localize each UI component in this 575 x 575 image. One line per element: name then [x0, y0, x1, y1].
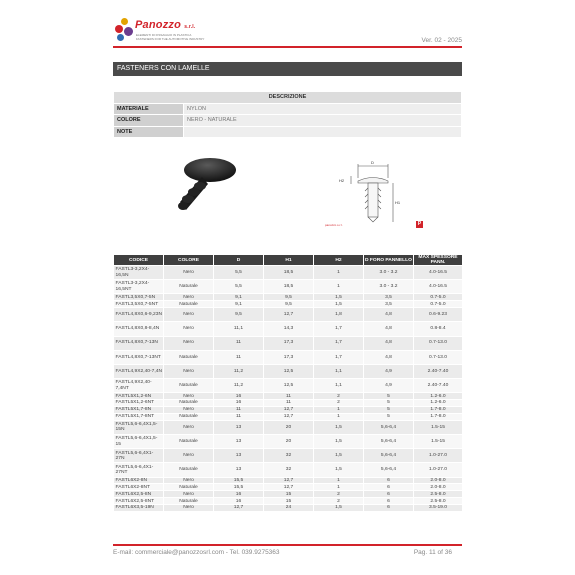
table-cell: 13: [214, 435, 264, 449]
table-cell: Nero: [164, 505, 214, 512]
table-cell: Naturale: [164, 413, 214, 420]
table-cell: 0.7-13.0: [414, 350, 463, 364]
drawing-label-h1: H1: [395, 200, 401, 205]
table-cell: FASTL3,5X0,7-5NT: [114, 301, 164, 308]
table-cell: FASTL6X2-8NT: [114, 484, 164, 491]
table-cell: 15: [264, 498, 314, 505]
column-header: D: [214, 255, 264, 266]
table-cell: FASTL6X2,5-8N: [114, 491, 164, 498]
company-logo: [113, 18, 233, 44]
table-cell: 14,3: [264, 322, 314, 336]
table-cell: Nero: [164, 407, 214, 414]
table-cell: 32: [264, 463, 314, 477]
table-cell: 2: [314, 491, 364, 498]
table-cell: 18,5: [264, 266, 314, 280]
table-cell: 13: [214, 449, 264, 463]
table-cell: 1,5: [314, 420, 364, 434]
footer-contact: E-mail: commerciale@panozzosrl.com - Tel. 039.9275363: [113, 549, 280, 556]
table-cell: FASTL4,8X0,6-9,23N: [114, 308, 164, 322]
table-cell: 12,7: [264, 407, 314, 414]
table-cell: 1: [314, 484, 364, 491]
table-cell: 12,7: [264, 308, 314, 322]
table-cell: 2.40-7.40: [414, 364, 463, 378]
table-cell: Nero: [164, 449, 214, 463]
table-cell: 1.0-27.0: [414, 449, 463, 463]
table-cell: 2: [314, 400, 364, 407]
drawing-badge: P: [417, 221, 422, 227]
table-cell: 12,7: [214, 505, 264, 512]
table-cell: 1,1: [314, 379, 364, 393]
table-cell: 13: [214, 463, 264, 477]
table-cell: FASTL5X1,7-8N: [114, 407, 164, 414]
table-cell: 6: [364, 491, 414, 498]
table-row: [114, 350, 463, 364]
table-cell: 12,7: [264, 484, 314, 491]
table-cell: 1,5: [314, 294, 364, 301]
table-row: [114, 505, 463, 512]
document-version: Ver. 02 - 2025: [421, 37, 462, 44]
table-cell: Nero: [164, 336, 214, 350]
table-cell: 3,5: [364, 294, 414, 301]
table-cell: 2.40-7.40: [414, 379, 463, 393]
table-cell: Nero: [164, 322, 214, 336]
table-cell: 6: [364, 505, 414, 512]
table-cell: 16: [214, 400, 264, 407]
table-cell: 5,6-6,4: [364, 463, 414, 477]
table-cell: 1,7: [314, 350, 364, 364]
description-table: [113, 91, 462, 138]
table-cell: Naturale: [164, 280, 214, 294]
table-cell: FASTL6X2-8N: [114, 477, 164, 484]
table-cell: 11,1: [214, 322, 264, 336]
table-row: [114, 280, 463, 294]
table-cell: 1,7: [314, 336, 364, 350]
column-header: MAX SPESSORE PANN.: [414, 255, 463, 266]
table-cell: 11: [214, 407, 264, 414]
table-cell: Naturale: [164, 484, 214, 491]
table-cell: FASTL5,6-6,4X1,5-15N: [114, 420, 164, 434]
table-cell: 1,5: [314, 301, 364, 308]
table-cell: Nero: [164, 420, 214, 434]
table-row: [114, 393, 463, 400]
table-cell: Nero: [164, 491, 214, 498]
table-cell: 12,5: [264, 364, 314, 378]
table-cell: 4,9: [364, 379, 414, 393]
table-cell: 9,5: [264, 294, 314, 301]
table-cell: 5,6-6,4: [364, 449, 414, 463]
product-table-body: [114, 266, 463, 512]
table-cell: 0.7-5.0: [414, 301, 463, 308]
description-value: NERO - NATURALE: [184, 115, 462, 127]
description-label: COLORE: [114, 115, 184, 127]
table-cell: 4.0-16.5: [414, 280, 463, 294]
table-cell: FASTL5,6-6,4X1-27NT: [114, 463, 164, 477]
table-cell: 5,5: [214, 266, 264, 280]
description-label: MATERIALE: [114, 103, 184, 115]
description-heading: DESCRIZIONE: [114, 92, 462, 104]
table-cell: 1.2-6.0: [414, 393, 463, 400]
table-cell: 3.0 - 3.2: [364, 266, 414, 280]
logo-dots: [113, 18, 135, 44]
table-cell: 4,8: [364, 336, 414, 350]
table-cell: 1: [314, 413, 364, 420]
table-cell: 12,5: [264, 379, 314, 393]
table-cell: 1.7-8.0: [414, 413, 463, 420]
table-cell: 6: [364, 484, 414, 491]
table-cell: 1,1: [314, 364, 364, 378]
table-cell: 1,5: [314, 463, 364, 477]
table-cell: 17,3: [264, 350, 314, 364]
table-cell: 4,8: [364, 322, 414, 336]
description-row: [114, 115, 462, 127]
table-cell: Nero: [164, 477, 214, 484]
technical-drawing: [333, 156, 418, 230]
page-number: Pag. 11 of 36: [413, 549, 452, 556]
table-cell: 2.0-8.0: [414, 477, 463, 484]
table-cell: FASTL3-3,2X4-16,5NT: [114, 280, 164, 294]
table-cell: 1.7-8.0: [414, 407, 463, 414]
table-cell: 1,8: [314, 308, 364, 322]
drawing-watermark-logo: panozzo s.r.l.: [325, 223, 343, 227]
table-row: [114, 322, 463, 336]
table-row: [114, 435, 463, 449]
table-cell: 3.5-19.0: [414, 505, 463, 512]
table-row: [114, 364, 463, 378]
table-cell: 11: [264, 393, 314, 400]
column-header: COLORE: [164, 255, 214, 266]
table-cell: 11,2: [214, 379, 264, 393]
table-cell: Nero: [164, 308, 214, 322]
table-cell: FASTL4,9X2,40-7,4N: [114, 364, 164, 378]
table-cell: 12,7: [264, 413, 314, 420]
table-cell: 11: [214, 336, 264, 350]
table-cell: 1: [314, 280, 364, 294]
table-cell: Naturale: [164, 301, 214, 308]
table-row: [114, 420, 463, 434]
table-cell: Nero: [164, 266, 214, 280]
table-cell: 3,5: [364, 301, 414, 308]
table-cell: 5,5: [214, 280, 264, 294]
table-cell: 1.0-27.0: [414, 463, 463, 477]
table-cell: 3.0 - 3.2: [364, 280, 414, 294]
table-cell: 2.0-8.0: [414, 484, 463, 491]
table-cell: 12,7: [264, 477, 314, 484]
table-cell: 13: [214, 420, 264, 434]
table-cell: 2.5-8.0: [414, 498, 463, 505]
table-cell: 20: [264, 420, 314, 434]
table-cell: 1: [314, 477, 364, 484]
table-row: [114, 336, 463, 350]
table-row: [114, 379, 463, 393]
product-photo: [162, 150, 247, 222]
table-cell: 0.7-5.0: [414, 294, 463, 301]
table-cell: Naturale: [164, 498, 214, 505]
table-cell: Naturale: [164, 400, 214, 407]
table-cell: Nero: [164, 364, 214, 378]
table-cell: FASTL6X3,5-19N: [114, 505, 164, 512]
table-cell: 1,7: [314, 322, 364, 336]
table-cell: Naturale: [164, 463, 214, 477]
table-cell: 1,5: [314, 449, 364, 463]
column-header: H2: [314, 255, 364, 266]
table-cell: Nero: [164, 294, 214, 301]
table-cell: 9,1: [214, 301, 264, 308]
description-row: [114, 103, 462, 115]
table-cell: 1,5: [314, 435, 364, 449]
description-value: [184, 126, 462, 138]
table-row: [114, 484, 463, 491]
table-cell: FASTL5X1,2-6N: [114, 393, 164, 400]
column-header: D FORO PANNELLO: [364, 255, 414, 266]
table-cell: FASTL5X1,7-8NT: [114, 413, 164, 420]
table-row: [114, 301, 463, 308]
table-cell: 32: [264, 449, 314, 463]
table-row: [114, 463, 463, 477]
footer-divider: [113, 544, 462, 546]
table-cell: FASTL4,8X0,8-8,4N: [114, 322, 164, 336]
table-cell: FASTL3,5X0,7-5N: [114, 294, 164, 301]
description-row: [114, 126, 462, 138]
table-row: [114, 413, 463, 420]
drawing-label-d: D: [371, 160, 374, 165]
table-cell: 4,8: [364, 308, 414, 322]
table-cell: FASTL4,9X2,40-7,4NT: [114, 379, 164, 393]
table-cell: 4,8: [364, 350, 414, 364]
table-cell: 11: [264, 400, 314, 407]
table-cell: 16: [214, 393, 264, 400]
table-cell: FASTL6X2,5-8NT: [114, 498, 164, 505]
table-row: [114, 308, 463, 322]
table-cell: 0.6-9.23: [414, 308, 463, 322]
table-cell: 2.5-8.0: [414, 491, 463, 498]
table-cell: 1.5-15: [414, 435, 463, 449]
section-title: FASTENERS CON LAMELLE: [113, 62, 462, 76]
column-header: H1: [264, 255, 314, 266]
table-cell: 0.7-13.0: [414, 336, 463, 350]
table-cell: 5,6-6,4: [364, 435, 414, 449]
table-row: [114, 498, 463, 505]
table-cell: Naturale: [164, 379, 214, 393]
table-cell: 1: [314, 407, 364, 414]
table-cell: 5: [364, 400, 414, 407]
column-header: CODICE: [114, 255, 164, 266]
table-cell: 11: [214, 350, 264, 364]
table-cell: 5: [364, 413, 414, 420]
table-cell: 16: [214, 491, 264, 498]
logo-tagline-1: ELEMENTI DI FISSAGGIO IN PLASTICA: [136, 33, 192, 37]
table-cell: FASTL5,6-6,4X1,5-15: [114, 435, 164, 449]
table-cell: 15: [264, 491, 314, 498]
table-row: [114, 449, 463, 463]
table-cell: 4,9: [364, 364, 414, 378]
table-cell: 20: [264, 435, 314, 449]
table-cell: FASTL3-3,2X4-16,5N: [114, 266, 164, 280]
table-cell: 11: [214, 413, 264, 420]
table-cell: Naturale: [164, 435, 214, 449]
drawing-label-h2: H2: [339, 178, 345, 183]
table-row: [114, 294, 463, 301]
description-header-row: [114, 92, 462, 104]
table-cell: FASTL5X1,2-6NT: [114, 400, 164, 407]
logo-tagline-2: FASTENERS FOR THE AUTOMOTIVE INDUSTRY: [136, 37, 205, 41]
table-cell: 9,1: [214, 294, 264, 301]
table-row: [114, 400, 463, 407]
table-cell: 17,3: [264, 336, 314, 350]
table-row: [114, 266, 463, 280]
table-row: [114, 407, 463, 414]
table-cell: 15,5: [214, 477, 264, 484]
table-row: [114, 491, 463, 498]
table-cell: 6: [364, 477, 414, 484]
table-cell: 16: [214, 498, 264, 505]
table-cell: 15,5: [214, 484, 264, 491]
description-value: NYLON: [184, 103, 462, 115]
table-cell: 9,5: [214, 308, 264, 322]
product-table-header: [114, 255, 463, 266]
table-cell: 24: [264, 505, 314, 512]
table-cell: 18,5: [264, 280, 314, 294]
header-divider: [113, 46, 462, 48]
table-cell: 4.0-16.5: [414, 266, 463, 280]
table-cell: FASTL4,8X0,7-13NT: [114, 350, 164, 364]
table-cell: Nero: [164, 393, 214, 400]
table-cell: 1,5: [314, 505, 364, 512]
logo-brand: Panozzo s.r.l.: [135, 19, 196, 31]
table-cell: 5: [364, 407, 414, 414]
table-cell: 2: [314, 498, 364, 505]
table-cell: 6: [364, 498, 414, 505]
table-cell: Naturale: [164, 350, 214, 364]
table-cell: 5: [364, 393, 414, 400]
table-cell: FASTL4,8X0,7-13N: [114, 336, 164, 350]
table-cell: 11,2: [214, 364, 264, 378]
product-table: [113, 254, 463, 512]
table-row: [114, 477, 463, 484]
table-cell: 9,5: [264, 301, 314, 308]
table-cell: FASTL5,6-6,4X1-27N: [114, 449, 164, 463]
table-cell: 1.5-15: [414, 420, 463, 434]
description-label: NOTE: [114, 126, 184, 138]
table-cell: 2: [314, 393, 364, 400]
table-cell: 1: [314, 266, 364, 280]
table-cell: 5,6-6,4: [364, 420, 414, 434]
table-cell: 1.2-6.0: [414, 400, 463, 407]
table-cell: 0.8-8.4: [414, 322, 463, 336]
